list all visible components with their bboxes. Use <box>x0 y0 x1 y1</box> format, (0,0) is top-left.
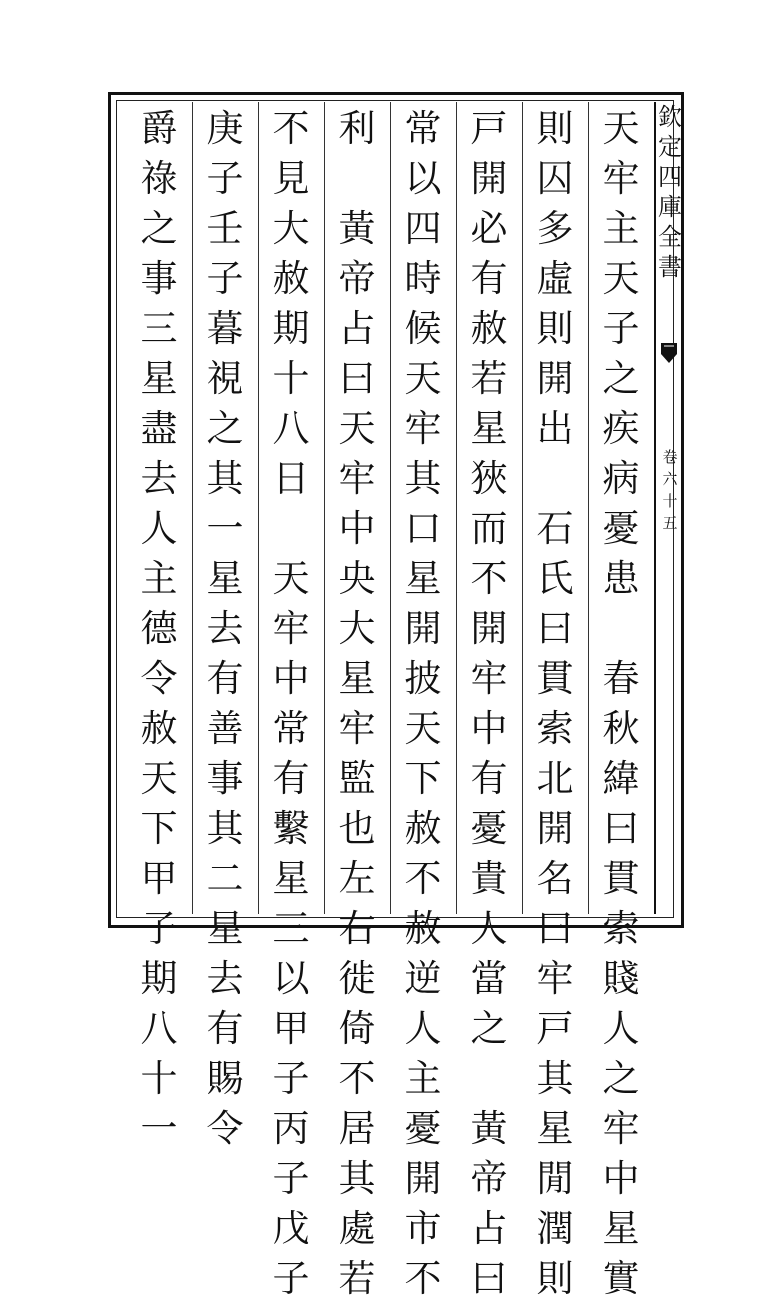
page-frame <box>108 92 682 1300</box>
text-column: 庚 子 壬 子 暮 視 之 其 一 星 去 有 善 事 其 二 星 去 有 賜 令 <box>206 107 244 1150</box>
margin-strip <box>654 102 682 914</box>
column-rule <box>192 102 193 914</box>
text-column: 戸 開 必 有 赦 若 星 狹 而 不 開 牢 中 有 憂 貴 人 當 之 黃 帝 占 曰 <box>470 107 508 1300</box>
text-column: 天 牢 主 天 子 之 疾 病 憂 患 春 秋 緯 曰 貫 索 賤 人 之 牢 中 星 實 <box>602 107 640 1300</box>
column-rule <box>522 102 523 914</box>
column-rule <box>390 102 391 914</box>
column-rule <box>588 102 589 914</box>
text-column: 則 囚 多 虛 則 開 出 石 氏 曰 貫 索 北 開 名 曰 牢 戸 其 星 閒 潤 則 <box>536 107 574 1300</box>
text-column: 利 黃 帝 占 曰 天 牢 中 央 大 星 牢 監 也 左 右 徙 倚 不 居 其 處 若 <box>338 107 376 1300</box>
text-column: 不 見 大 赦 期 十 八 日 天 牢 中 常 有 繫 星 三 以 甲 子 丙 子 戊 子 <box>272 107 310 1300</box>
volume-number: 卷 六 十 五 <box>662 448 678 532</box>
book-title: 欽 定 四 庫 全 書 <box>658 103 682 281</box>
fish-tail-icon <box>660 342 678 364</box>
column-rule <box>258 102 259 914</box>
text-column: 常 以 四 時 候 天 牢 其 口 星 開 披 天 下 赦 不 赦 逆 人 主 憂 開 市 不 <box>404 107 442 1300</box>
column-rule <box>456 102 457 914</box>
text-column: 爵 祿 之 事 三 星 盡 去 人 主 德 令 赦 天 下 甲 子 期 八 十 一 <box>140 107 178 1150</box>
column-rule <box>324 102 325 914</box>
